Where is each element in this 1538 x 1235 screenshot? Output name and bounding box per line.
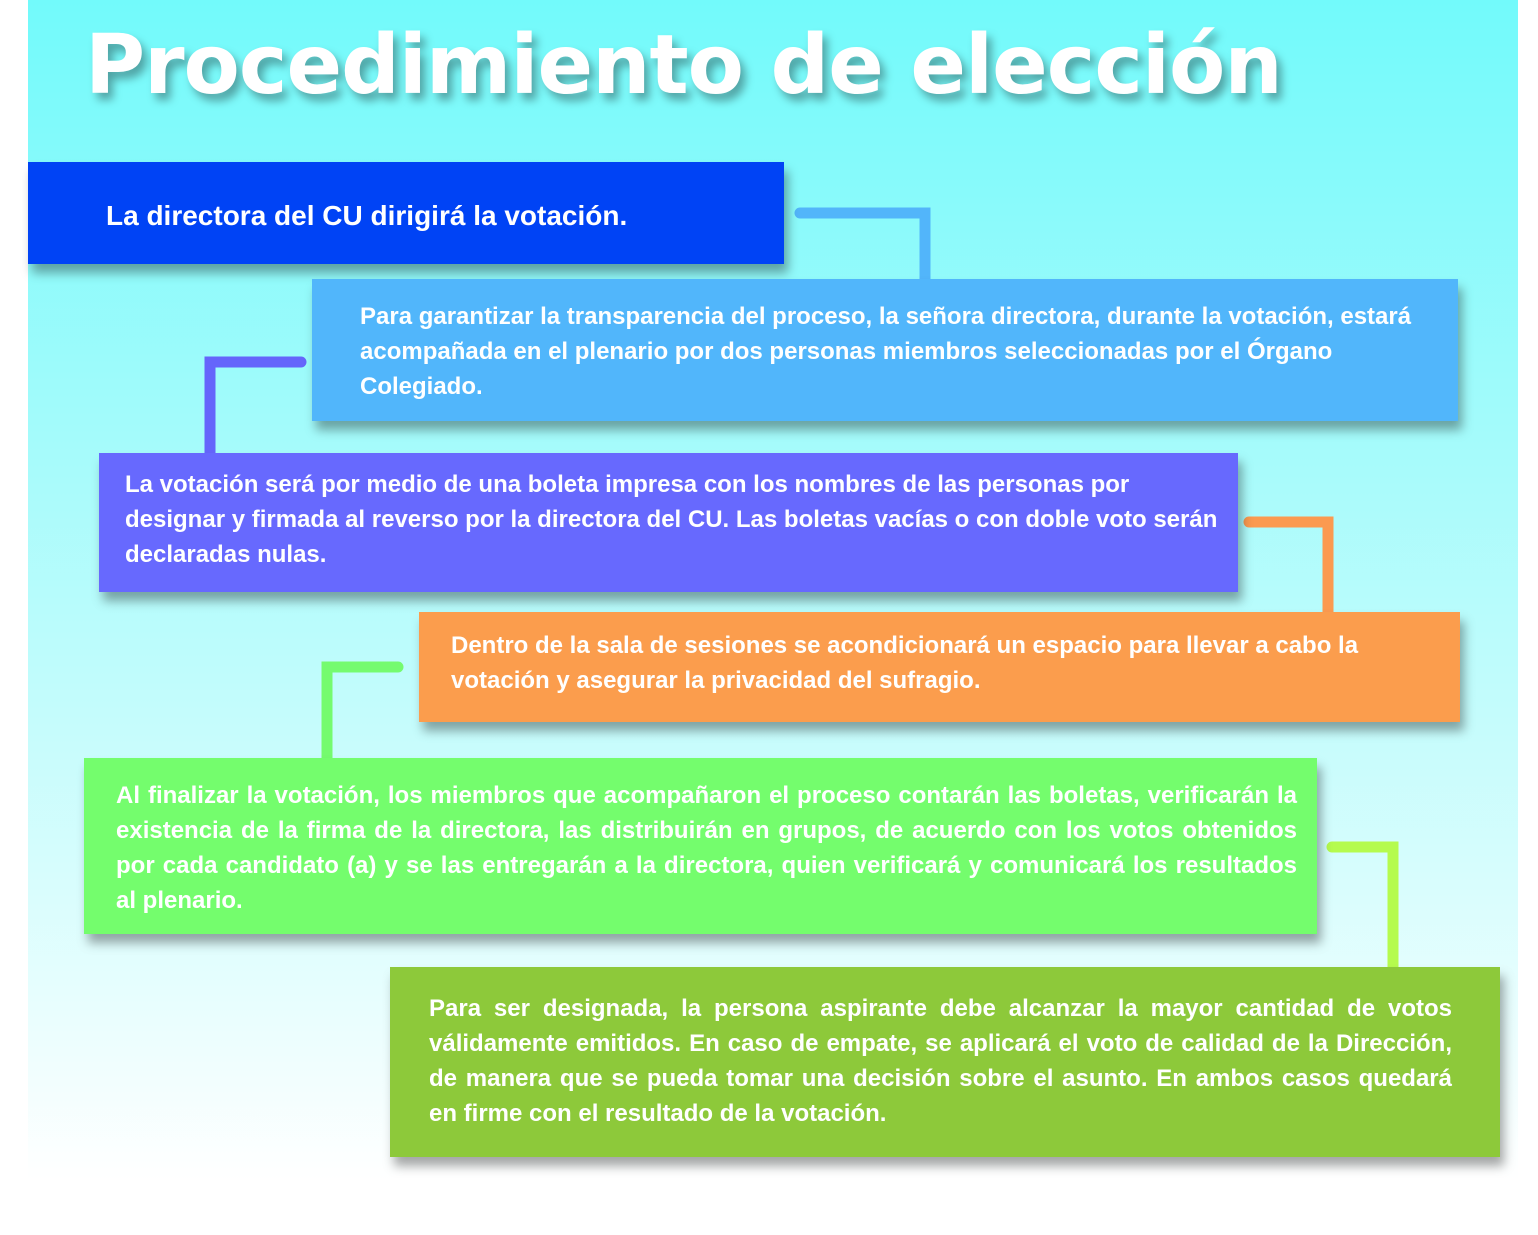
connector-2-3 [210, 362, 301, 455]
step-4-box [419, 612, 1460, 722]
step-1-box [28, 162, 784, 264]
step-6-box [390, 967, 1500, 1157]
step-3-box [99, 453, 1238, 592]
step-3-text: La votación será por medio de una boleta impresa con los nombres de las personas por designar y firmada al reverso por la directora del CU. Las boletas vacías o con doble voto serán declaradas nulas. [125, 471, 1218, 568]
step-5-box [84, 758, 1317, 934]
step-6-text: Para ser designada, la persona aspirante debe alcanzar la mayor cantidad de votos válidamente emitidos. En caso de empate, se aplicará el voto de calidad de la Dirección, de manera que se pueda tomar una decisión sobre el asunto. En ambos casos quedará en firme con el resultado de la votación. [429, 995, 1452, 1127]
step-2-box [312, 279, 1458, 421]
step-4-text: Dentro de la sala de sesiones se acondicionará un espacio para llevar a cabo la votación y asegurar la privacidad del sufragio. [451, 632, 1359, 694]
step-1-text: La directora del CU dirigirá la votación. [106, 200, 628, 231]
step-5-text: Al finalizar la votación, los miembros que acompañaron el proceso contarán las boletas, verificarán la existencia de la firma de la directora, las distribuirán en grupos, de acuerdo con los votos obtenidos por cada candidato (a) y se las entregarán a la directora, quien verificará y comunicará los resultados al plenario. [116, 782, 1297, 914]
page-title: Procedimiento de elección [85, 18, 1282, 113]
connector-5-6 [1332, 847, 1393, 967]
connector-1-2 [800, 213, 925, 280]
connector-4-5 [327, 667, 398, 760]
step-2-text: Para garantizar la transparencia del proceso, la señora directora, durante la votación, estará acompañada en el plenario por dos personas miembros seleccionadas por el Órgano Colegiado. [360, 303, 1412, 400]
connector-3-4 [1249, 522, 1328, 613]
